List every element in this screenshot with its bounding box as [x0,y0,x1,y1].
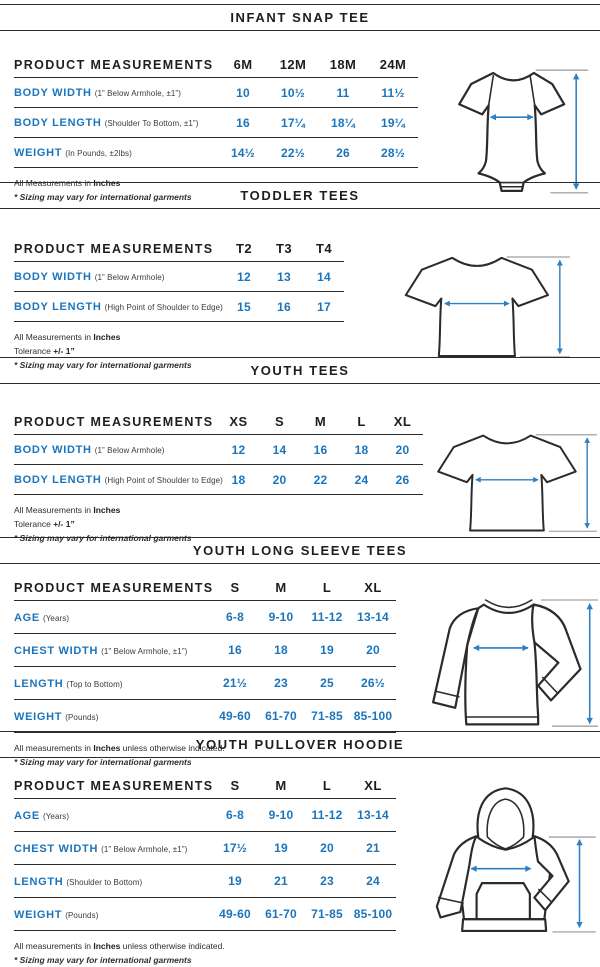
row-note: (Pounds) [65,911,99,920]
measurement-value: 22½ [268,138,318,168]
table-row [14,865,396,898]
footnote-text: Inches [93,941,121,951]
table-row [14,78,418,108]
size-column-header: L [304,776,350,799]
size-column-header: T2 [224,239,264,262]
measurement-value: 24 [350,865,396,898]
row-label: AGE [14,612,40,624]
measurement-value: 11-12 [304,601,350,634]
table-row [14,292,344,322]
measurement-value: 17¼ [268,108,318,138]
row-note: (In Pounds, ±2lbs) [65,149,132,158]
measurement-value: 26 [382,465,423,495]
size-column-header: 18M [318,55,368,78]
measurement-value: 9-10 [258,601,304,634]
section-content [0,776,600,965]
measurement-value: 21 [350,832,396,865]
size-column-header: XL [350,578,396,601]
table-row [14,832,396,865]
table-row [14,108,418,138]
section-youth-tees [0,357,600,543]
measurement-value: 13 [264,262,304,292]
measurement-value: 14 [304,262,344,292]
measurement-value: 26½ [350,667,396,700]
footnote-text: +/- 1” [53,519,75,529]
table-row [14,465,423,495]
long-sleeve-tee-illustration [423,586,598,743]
measurement-value: 17½ [212,832,258,865]
table-row [14,601,396,634]
row-label: BODY LENGTH [14,474,102,486]
measurements-table [14,578,396,733]
measurement-value: 11 [318,78,368,108]
measurement-value: 16 [218,108,268,138]
measurements-table [14,239,344,322]
measurement-value: 17 [304,292,344,322]
footnote-text: +/- 1” [53,346,75,356]
measurement-value: 10½ [268,78,318,108]
size-column-header: M [300,412,341,435]
measurement-value: 22 [300,465,341,495]
size-column-header: L [304,578,350,601]
measurement-value: 25 [304,667,350,700]
section-title: TODDLER TEES [0,182,600,209]
measurements-table [14,776,396,931]
table-row [14,262,344,292]
measurement-value: 19 [304,634,350,667]
size-column-header: XL [382,412,423,435]
size-column-header: 12M [268,55,318,78]
size-column-header: M [258,578,304,601]
measurement-value: 13-14 [350,601,396,634]
footnote-text: Tolerance [14,519,54,529]
footnote-text: All Measurements in [14,178,94,188]
pullover-hoodie-illustration [424,782,596,940]
measurement-value: 61-70 [258,700,304,733]
measurements-table [14,55,418,168]
footnote-text: * Sizing may vary for international garments [14,360,192,370]
footnote-line [14,939,600,953]
row-label: BODY LENGTH [14,117,102,129]
table-header-label: PRODUCT MEASUREMENTS [14,578,212,601]
row-label: LENGTH [14,678,64,690]
size-column-header: S [212,776,258,799]
measurement-value: 6-8 [212,601,258,634]
table-header-label: PRODUCT MEASUREMENTS [14,239,224,262]
row-label: WEIGHT [14,711,63,723]
measurement-value: 16 [212,634,258,667]
footnote-text: Tolerance [14,346,54,356]
table-row [14,435,423,465]
row-label: BODY WIDTH [14,271,92,283]
measurement-value: 19 [212,865,258,898]
measurement-value: 85-100 [350,700,396,733]
size-column-header: S [212,578,258,601]
row-note: (Shoulder to Bottom) [66,878,143,887]
footnote-text: Inches [93,505,121,515]
measurement-value: 13-14 [350,799,396,832]
section-content [0,578,600,767]
measurement-value: 21 [258,865,304,898]
table-row [14,799,396,832]
row-label: BODY WIDTH [14,87,92,99]
measurement-value: 21½ [212,667,258,700]
youth-tee-illustration [421,424,597,547]
size-column-header: T4 [304,239,344,262]
row-label: CHEST WIDTH [14,843,99,855]
footnote-text: All measurements in [14,941,94,951]
footnote-text: * Sizing may vary for international garments [14,533,192,543]
row-label: WEIGHT [14,147,63,159]
measurement-value: 28½ [368,138,418,168]
infant-snap-tee-illustration [438,61,590,201]
row-note: (High Point of Shoulder to Edge) [104,303,223,312]
section-title: YOUTH PULLOVER HOODIE [0,731,600,758]
table-header-label: PRODUCT MEASUREMENTS [14,55,218,78]
table-row [14,138,418,168]
size-column-header: M [258,776,304,799]
row-note: (1” Below Armhole) [94,273,165,282]
table-header-label: PRODUCT MEASUREMENTS [14,776,212,799]
measurement-value: 15 [224,292,264,322]
row-label: LENGTH [14,876,64,888]
measurements-table [14,412,423,495]
row-note: (Pounds) [65,713,99,722]
size-column-header: XS [218,412,259,435]
row-label: BODY WIDTH [14,444,92,456]
size-column-header: 24M [368,55,418,78]
measurement-value: 11½ [368,78,418,108]
footnote-line [14,953,600,967]
measurement-value: 18 [218,465,259,495]
measurement-value: 71-85 [304,700,350,733]
measurement-value: 6-8 [212,799,258,832]
row-note: (Top to Bottom) [66,680,123,689]
measurement-value: 49-60 [212,700,258,733]
row-label: CHEST WIDTH [14,645,99,657]
measurement-value: 24 [341,465,382,495]
table-row [14,634,396,667]
size-column-header: XL [350,776,396,799]
measurement-value: 12 [224,262,264,292]
footnote-text: * Sizing may vary for international garments [14,757,192,767]
footnote-text: All Measurements in [14,505,94,515]
measurement-value: 19 [258,832,304,865]
measurement-value: 20 [259,465,300,495]
measurement-value: 61-70 [258,898,304,931]
measurement-value: 23 [258,667,304,700]
measurement-value: 16 [264,292,304,322]
footnote-text: Inches [93,743,121,753]
footnote-text: unless otherwise indicated. [120,941,225,951]
section-toddler-tees [0,182,600,370]
measurement-value: 20 [350,634,396,667]
measurement-value: 18 [341,435,382,465]
table-row [14,667,396,700]
size-column-header: 6M [218,55,268,78]
footnote-text: unless otherwise indicated. [120,743,225,753]
size-column-header: T3 [264,239,304,262]
footnote-text: Inches [93,332,121,342]
table-row [14,700,396,733]
measurement-value: 71-85 [304,898,350,931]
table-row [14,898,396,931]
footnote-text: * Sizing may vary for international garments [14,192,192,202]
footnote-text: All measurements in [14,743,94,753]
size-column-header: L [341,412,382,435]
measurement-value: 11-12 [304,799,350,832]
measurement-value: 20 [382,435,423,465]
section-title: INFANT SNAP TEE [0,4,600,31]
size-column-header: S [259,412,300,435]
toddler-tee-illustration [388,246,570,373]
row-note: (Years) [42,614,70,623]
measurement-value: 9-10 [258,799,304,832]
measurement-value: 19¼ [368,108,418,138]
measurement-value: 14½ [218,138,268,168]
row-label: BODY LENGTH [14,301,102,313]
footnote-text: Inches [93,178,121,188]
section-youth-pullover-hoodie [0,731,600,965]
row-note: (High Point of Shoulder to Edge) [104,476,223,485]
section-title: YOUTH LONG SLEEVE TEES [0,537,600,564]
measurement-value: 12 [218,435,259,465]
section-title: YOUTH TEES [0,357,600,384]
footnotes [14,939,600,967]
measurement-value: 49-60 [212,898,258,931]
row-note: (1” Below Armhole, ±1”) [94,89,181,98]
measurement-value: 23 [304,865,350,898]
measurement-value: 16 [300,435,341,465]
row-note: (1” Below Armhole, ±1”) [101,845,188,854]
footnote-text: * Sizing may vary for international garments [14,955,192,965]
row-note: (1” Below Armhole, ±1”) [101,647,188,656]
row-note: (1” Below Armhole) [94,446,165,455]
measurement-value: 18¼ [318,108,368,138]
row-label: WEIGHT [14,909,63,921]
row-label: AGE [14,810,40,822]
measurement-value: 26 [318,138,368,168]
measurement-value: 14 [259,435,300,465]
footnote-text: All Measurements in [14,332,94,342]
measurement-value: 20 [304,832,350,865]
row-note: (Years) [42,812,70,821]
measurement-value: 10 [218,78,268,108]
row-note: (Shoulder To Bottom, ±1”) [104,119,199,128]
measurement-value: 85-100 [350,898,396,931]
measurement-value: 18 [258,634,304,667]
table-header-label: PRODUCT MEASUREMENTS [14,412,218,435]
